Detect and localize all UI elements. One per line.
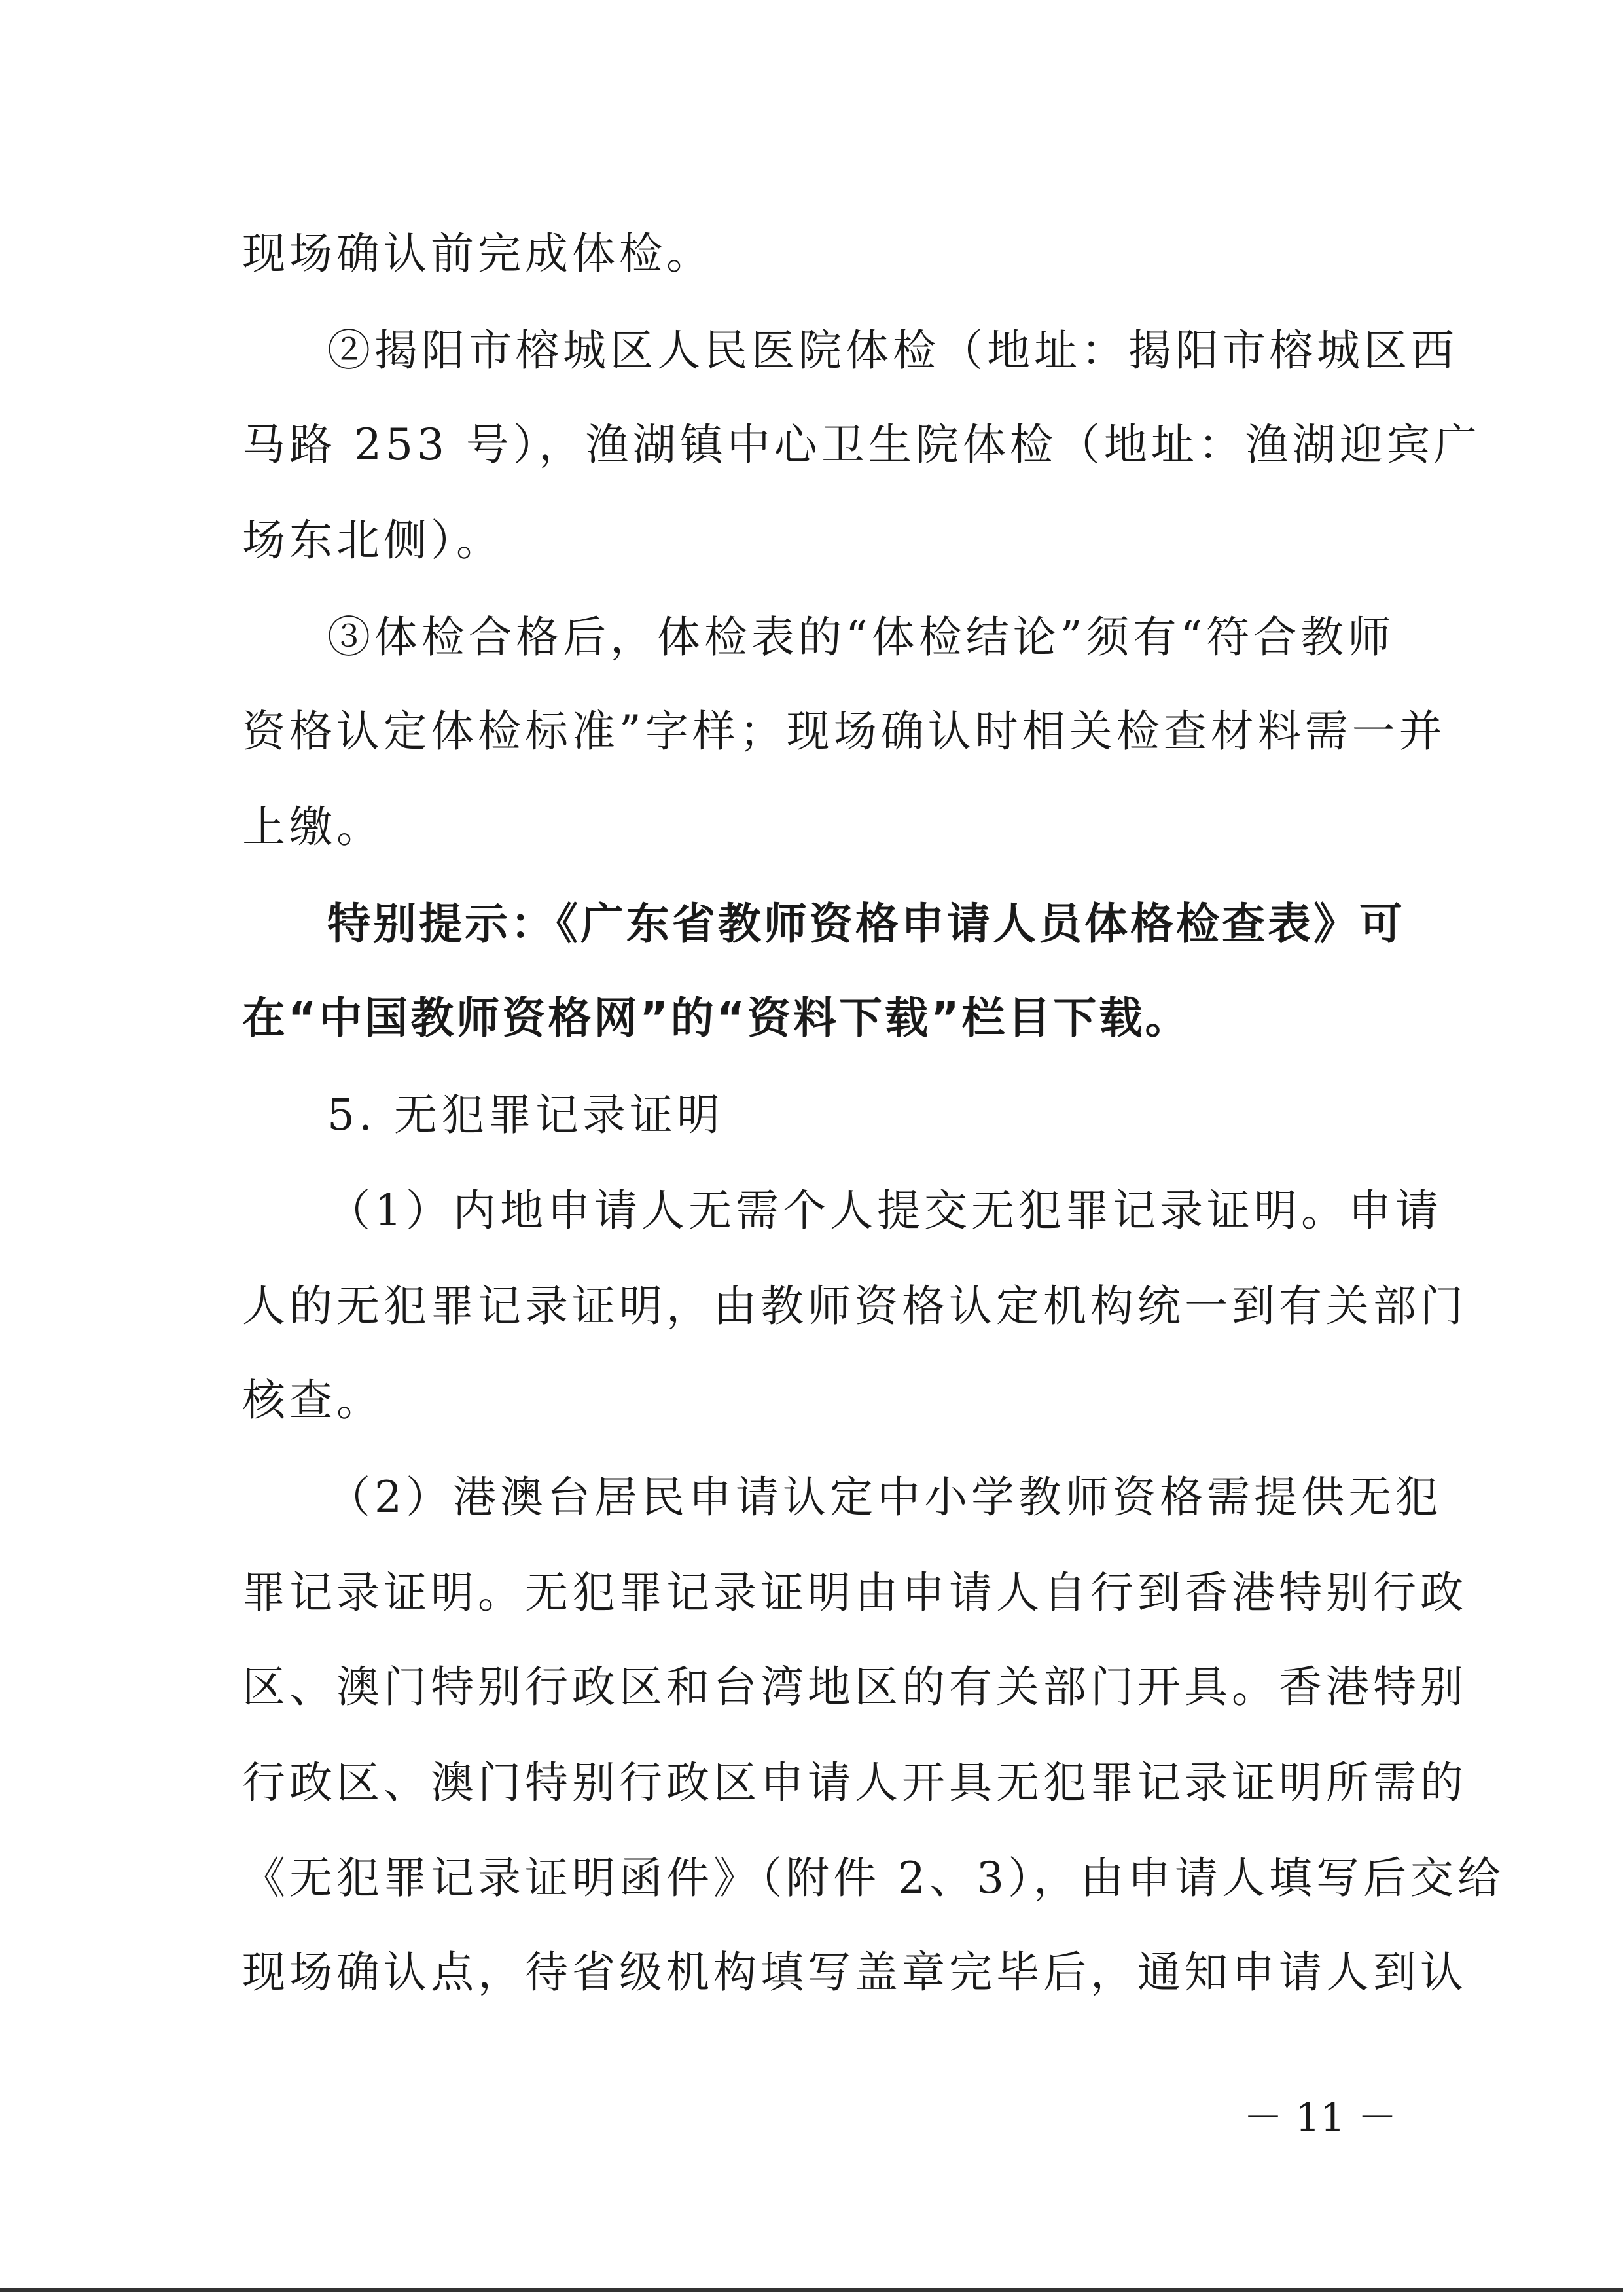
paragraph-line: ③体检合格后，体检表的“体检结论”须有“符合教师 bbox=[327, 612, 1395, 662]
paragraph-line: 罪记录证明。无犯罪记录证明由申请人自行到香港特别行政 bbox=[242, 1568, 1467, 1618]
page-number: － 11 － bbox=[1243, 2095, 1397, 2141]
paragraph-line: 现场确认前完成体检。 bbox=[242, 228, 713, 279]
paragraph-line: 场东北侧）。 bbox=[242, 515, 503, 565]
paragraph-line: 马路 253 号），渔湖镇中心卫生院体检（地址：渔湖迎宾广 bbox=[242, 420, 1481, 470]
special-note-line: 在“中国教师资格网”的“资料下载”栏目下载。 bbox=[242, 993, 1191, 1043]
paragraph-line: 现场确认点，待省级机构填写盖章完毕后，通知申请人到认 bbox=[242, 1947, 1467, 1998]
paragraph-line: 区、澳门特别行政区和台湾地区的有关部门开具。香港特别 bbox=[242, 1662, 1467, 1712]
paragraph-line: 上缴。 bbox=[242, 802, 383, 852]
paragraph-line: 核查。 bbox=[242, 1375, 383, 1426]
paragraph-line: ②揭阳市榕城区人民医院体检（地址：揭阳市榕城区西 bbox=[327, 325, 1458, 376]
paragraph-line: （1）内地申请人无需个人提交无犯罪记录证明。申请 bbox=[327, 1185, 1442, 1236]
paragraph-line: 行政区、澳门特别行政区申请人开具无犯罪记录证明所需的 bbox=[242, 1757, 1467, 1808]
section-heading: 5. 无犯罪记录证明 bbox=[327, 1090, 724, 1140]
paragraph-line: （2）港澳台居民申请认定中小学教师资格需提供无犯 bbox=[327, 1472, 1442, 1522]
special-note-line: 特别提示：《广东省教师资格申请人员体格检查表》可 bbox=[327, 899, 1405, 949]
scan-edge bbox=[0, 2288, 1623, 2292]
paragraph-line: 《无犯罪记录证明函件》（附件 2、3），由申请人填写后交给 bbox=[242, 1853, 1505, 1903]
paragraph-line: 资格认定体检标准”字样；现场确认时相关检查材料需一并 bbox=[242, 706, 1446, 757]
paragraph-line: 人的无犯罪记录证明，由教师资格认定机构统一到有关部门 bbox=[242, 1281, 1467, 1331]
